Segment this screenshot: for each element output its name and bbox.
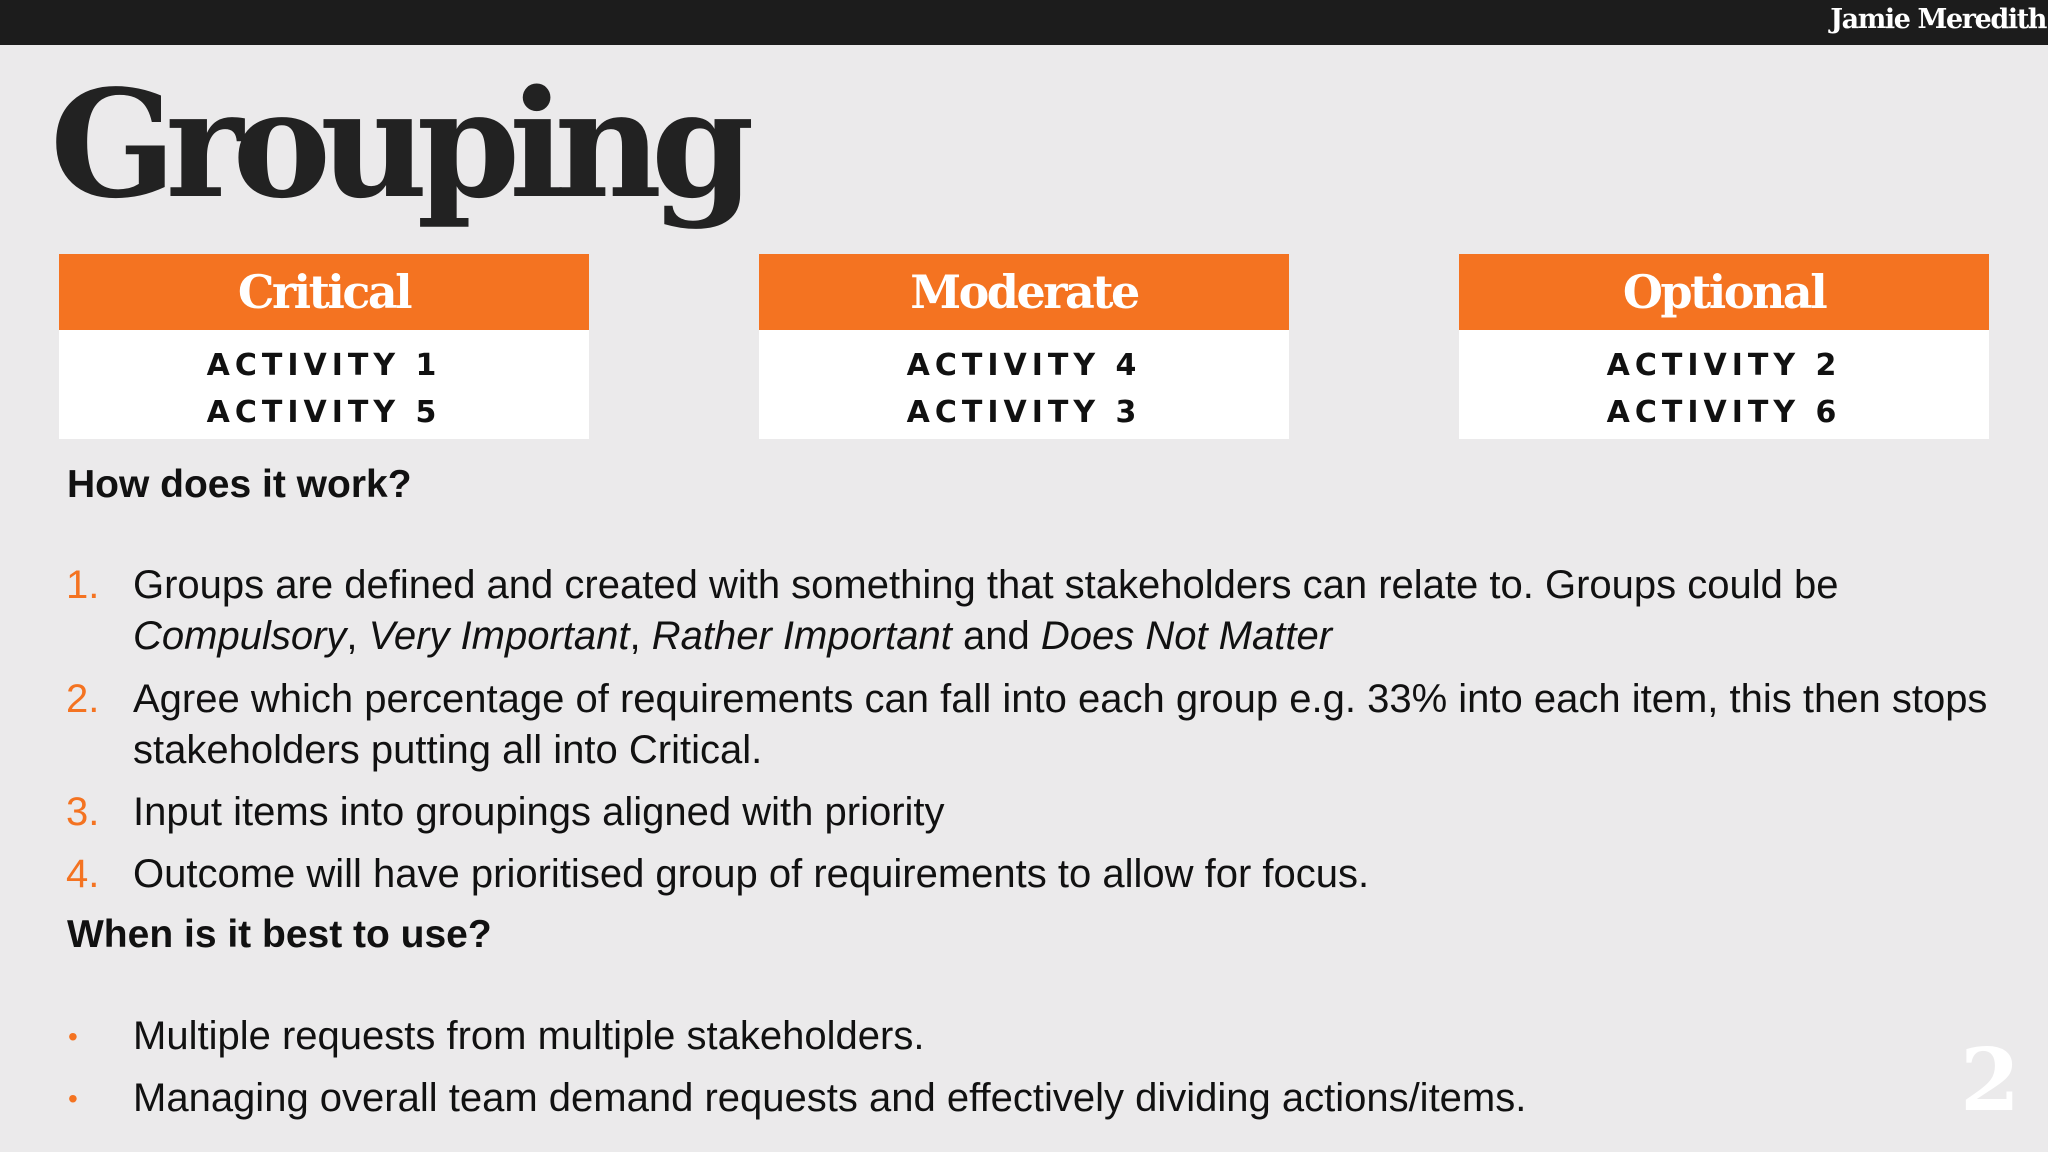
group-card-critical xyxy=(59,254,589,439)
page-number: 2 xyxy=(1960,1030,2020,1131)
step-separator: , xyxy=(629,614,652,658)
group-items-critical xyxy=(59,330,589,436)
step-number: 1. xyxy=(66,563,100,607)
group-header-critical: Critical xyxy=(59,254,589,330)
group-item: ACTIVITY 4 xyxy=(906,348,1142,383)
slide-title: Grouping xyxy=(50,57,744,231)
how-heading: How does it work? xyxy=(67,463,412,506)
list-item-text: Multiple requests from multiple stakeholders. xyxy=(133,1014,925,1058)
step-text: Outcome will have prioritised group of requirements to allow for focus. xyxy=(133,852,1370,896)
group-item: ACTIVITY 6 xyxy=(1606,395,1842,430)
group-header-optional: Optional xyxy=(1459,254,1989,330)
group-header-moderate: Moderate xyxy=(759,254,1289,330)
group-items-optional xyxy=(1459,330,1989,436)
step-separator: , xyxy=(346,614,369,658)
group-example-very-important: Very Important xyxy=(368,614,630,658)
group-item: ACTIVITY 1 xyxy=(206,348,442,383)
group-item: ACTIVITY 2 xyxy=(1606,348,1842,383)
step-number: 2. xyxy=(66,677,100,721)
group-card-moderate xyxy=(759,254,1289,439)
step-number: 4. xyxy=(66,852,100,896)
step-text xyxy=(133,560,1993,662)
step-text-part: Groups are defined and created with something that stakeholders can relate to. Groups could be xyxy=(133,563,1839,607)
group-example-rather-important: Rather Important xyxy=(651,614,952,658)
list-item-text: Managing overall team demand requests and effectively dividing actions/items. xyxy=(133,1076,1527,1120)
brand-logo: Jamie Meredith xyxy=(1830,4,2046,35)
step-text: Agree which percentage of requirements can fall into each group e.g. 33% into each item, this then stops stakeholders putting all into Critical. xyxy=(133,677,1988,772)
group-example-does-not-matter: Does Not Matter xyxy=(1040,614,1333,658)
when-heading: When is it best to use? xyxy=(67,913,492,956)
bullet-icon: • xyxy=(68,1021,78,1052)
top-bar xyxy=(0,0,2048,45)
step-number: 3. xyxy=(66,790,100,834)
group-example-compulsory: Compulsory xyxy=(133,614,347,658)
group-item: ACTIVITY 3 xyxy=(906,395,1142,430)
step-text: Input items into groupings aligned with priority xyxy=(133,790,945,834)
group-item: ACTIVITY 5 xyxy=(206,395,442,430)
step-separator: and xyxy=(951,614,1041,658)
group-card-optional xyxy=(1459,254,1989,439)
group-items-moderate xyxy=(759,330,1289,436)
bullet-icon: • xyxy=(68,1083,78,1114)
